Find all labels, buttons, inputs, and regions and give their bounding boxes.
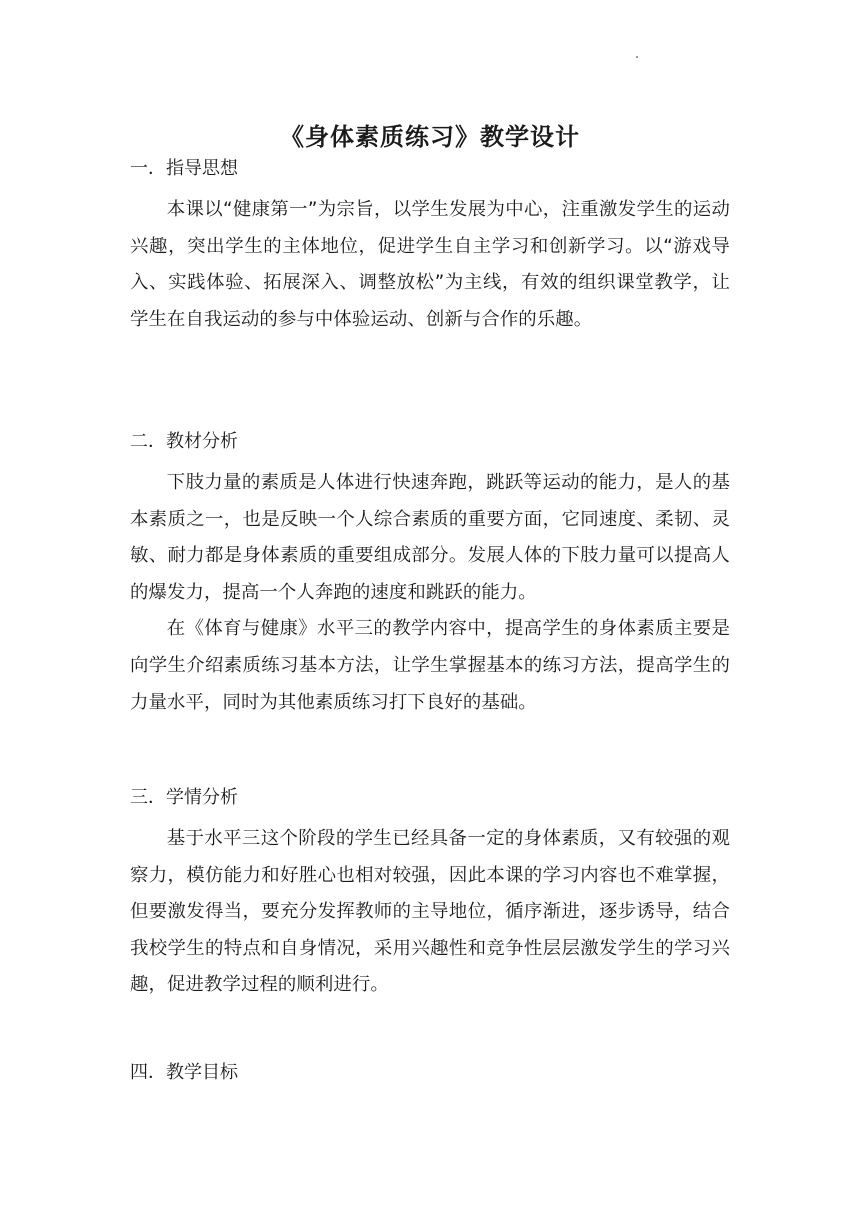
section-material-analysis [130,427,730,721]
section-heading: 二．教材分析 [130,431,238,452]
section-learner-analysis [130,783,730,1004]
page-speck [636,56,638,58]
document-title: 《身体素质练习》教学设计 [280,123,580,152]
section-paragraph: 本课以“健康第一”为宗旨，以学生发展为中心，注重激发学生的运动兴趣，突出学生的主体地位，促进学生自主学习和创新学习。以“游戏导入、实践体验、拓展深入、调整放松”为主线，有效的组织课堂教学，让学生在自我运动的参与中体验运动、创新与合作的乐趣。 [130,199,730,330]
section-heading: 一．指导思想 [130,158,238,179]
section-paragraph: 基于水平三这个阶段的学生已经具备一定的身体素质，又有较强的观察力，模仿能力和好胜心也相对较强，因此本课的学习内容也不难掌握，但要激发得当，要充分发挥教师的主导地位，循序渐进，逐步诱导，结合我校学生的特点和自身情况，采用兴趣性和竞争性层层激发学生的学习兴趣，促进教学过程的顺利进行。 [130,828,730,996]
section-paragraph: 在《体育与健康》水平三的教学内容中，提高学生的身体素质主要是向学生介绍素质练习基本方法，让学生掌握基本的练习方法，提高学生的力量水平，同时为其他素质练习打下良好的基础。 [130,618,730,713]
section-heading: 四．教学目标 [130,1062,238,1083]
section-heading: 三．学情分析 [130,787,238,808]
section-paragraph: 下肢力量的素质是人体进行快速奔跑，跳跃等运动的能力，是人的基本素质之一，也是反映一个人综合素质的重要方面，它同速度、柔韧、灵敏、耐力都是身体素质的重要组成部分。发展人体的下肢力量可以提高人的爆发力，提高一个人奔跑的速度和跳跃的能力。 [130,472,730,603]
section-guiding-ideology [130,154,730,338]
section-teaching-objectives [130,1058,730,1088]
